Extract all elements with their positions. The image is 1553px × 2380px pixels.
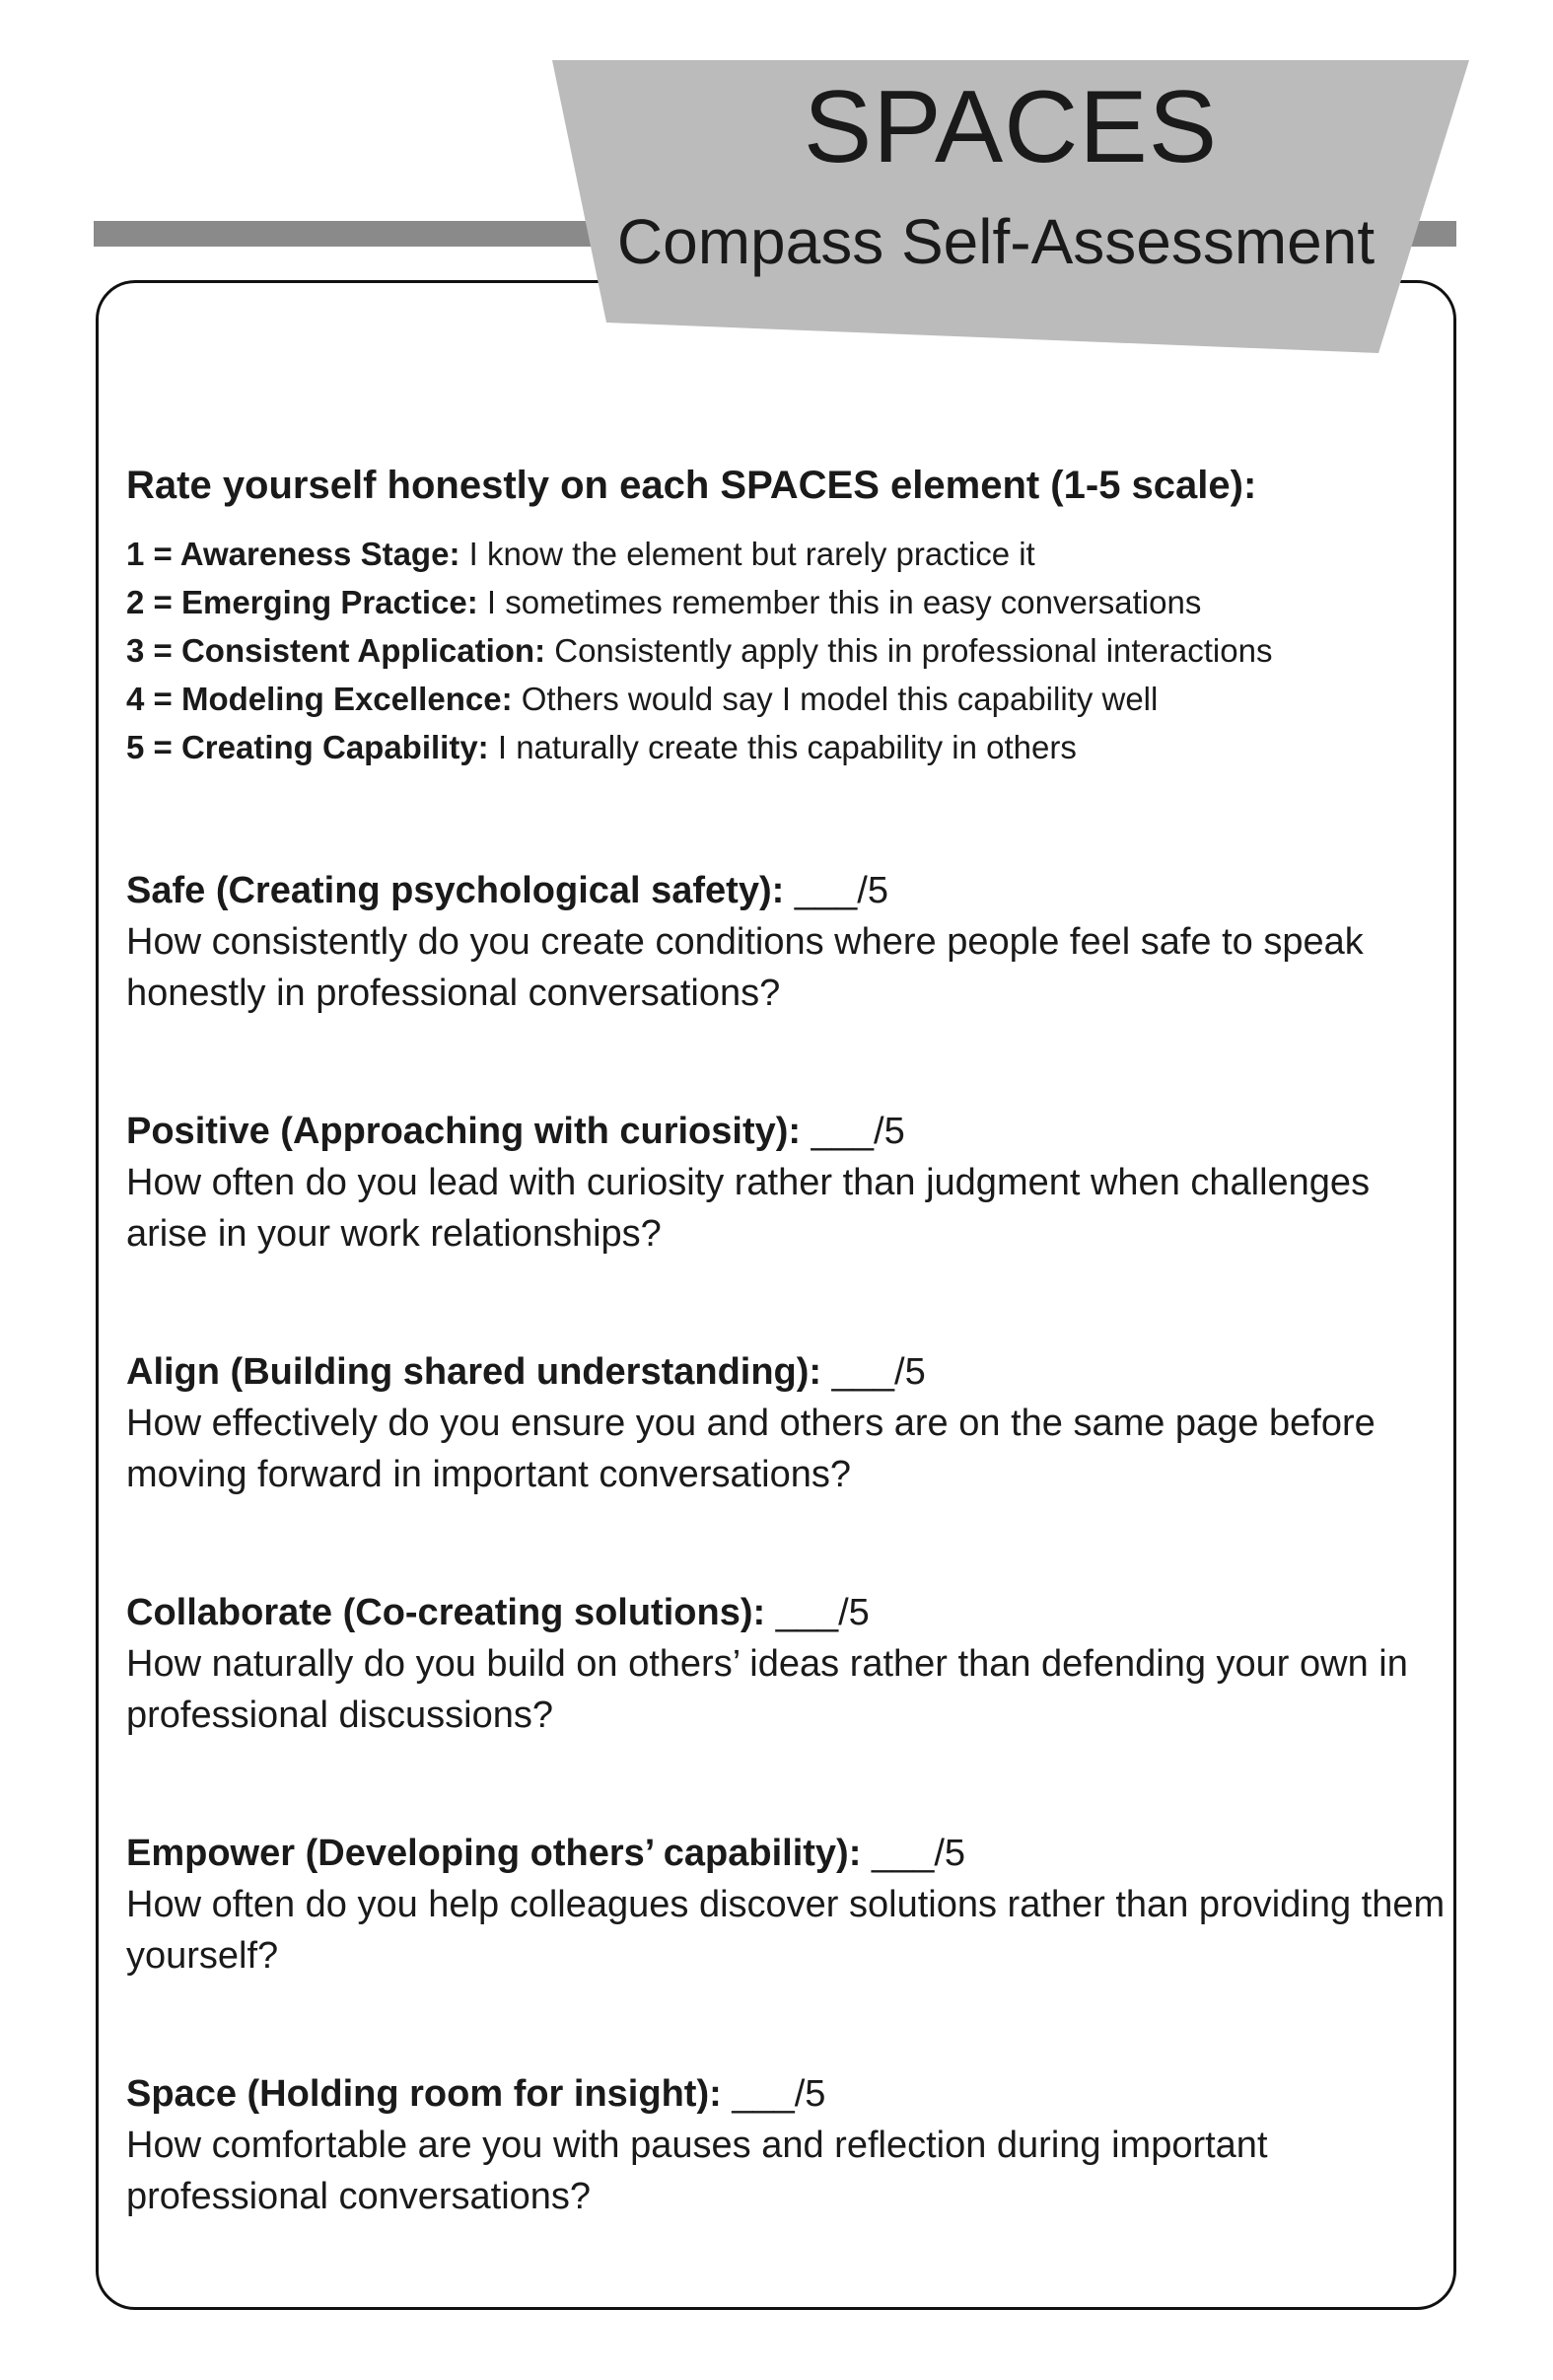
page-title: SPACES: [803, 70, 1219, 184]
score-blank[interactable]: ___/5: [794, 870, 888, 911]
title-banner: [0, 0, 1553, 395]
assessment-sections: [126, 865, 1447, 2222]
score-blank[interactable]: ___/5: [775, 1592, 870, 1633]
scale-item: 2 = Emerging Practice: I sometimes remember this in easy conversations: [126, 584, 1202, 620]
score-blank[interactable]: ___/5: [811, 1111, 905, 1152]
page-subtitle: Compass Self-Assessment: [616, 206, 1376, 277]
rating-scale: [126, 530, 1447, 771]
section-align: Align (Building shared understanding): ___/5 How effectively do you ensure you and others are on the same page before moving forward in important conversations?: [126, 1351, 1376, 1495]
section-safe: Safe (Creating psychological safety): ___/5 How consistently do you create conditions where people feel safe to speak honestly in professional conversations?: [126, 870, 1364, 1014]
score-blank[interactable]: ___/5: [831, 1351, 926, 1393]
scale-item: 3 = Consistent Application: Consistently apply this in professional interactions: [126, 632, 1273, 669]
scale-item: 1 = Awareness Stage: I know the element but rarely practice it: [126, 536, 1035, 572]
score-blank[interactable]: ___/5: [732, 2073, 826, 2115]
instructions: Rate yourself honestly on each SPACES element (1-5 scale):: [126, 464, 1257, 507]
section-collaborate: Collaborate (Co-creating solutions): ___/5 How naturally do you build on others’ ideas rather than defending your own in professional discussions?: [126, 1592, 1408, 1736]
content: [126, 464, 1447, 2309]
scale-item: 4 = Modeling Excellence: Others would say I model this capability well: [126, 681, 1159, 717]
section-empower: Empower (Developing others’ capability): ___/5 How often do you help colleagues discover solutions rather than providing them yourself?: [126, 1833, 1446, 1977]
section-space: Space (Holding room for insight): ___/5 How comfortable are you with pauses and reflection during important professional conversations?: [126, 2073, 1268, 2217]
score-blank[interactable]: ___/5: [871, 1833, 966, 1874]
scale-item: 5 = Creating Capability: I naturally create this capability in others: [126, 729, 1077, 765]
section-positive: Positive (Approaching with curiosity): ___/5 How often do you lead with curiosity rather than judgment when challenges arise in your work relationships?: [126, 1111, 1371, 1255]
